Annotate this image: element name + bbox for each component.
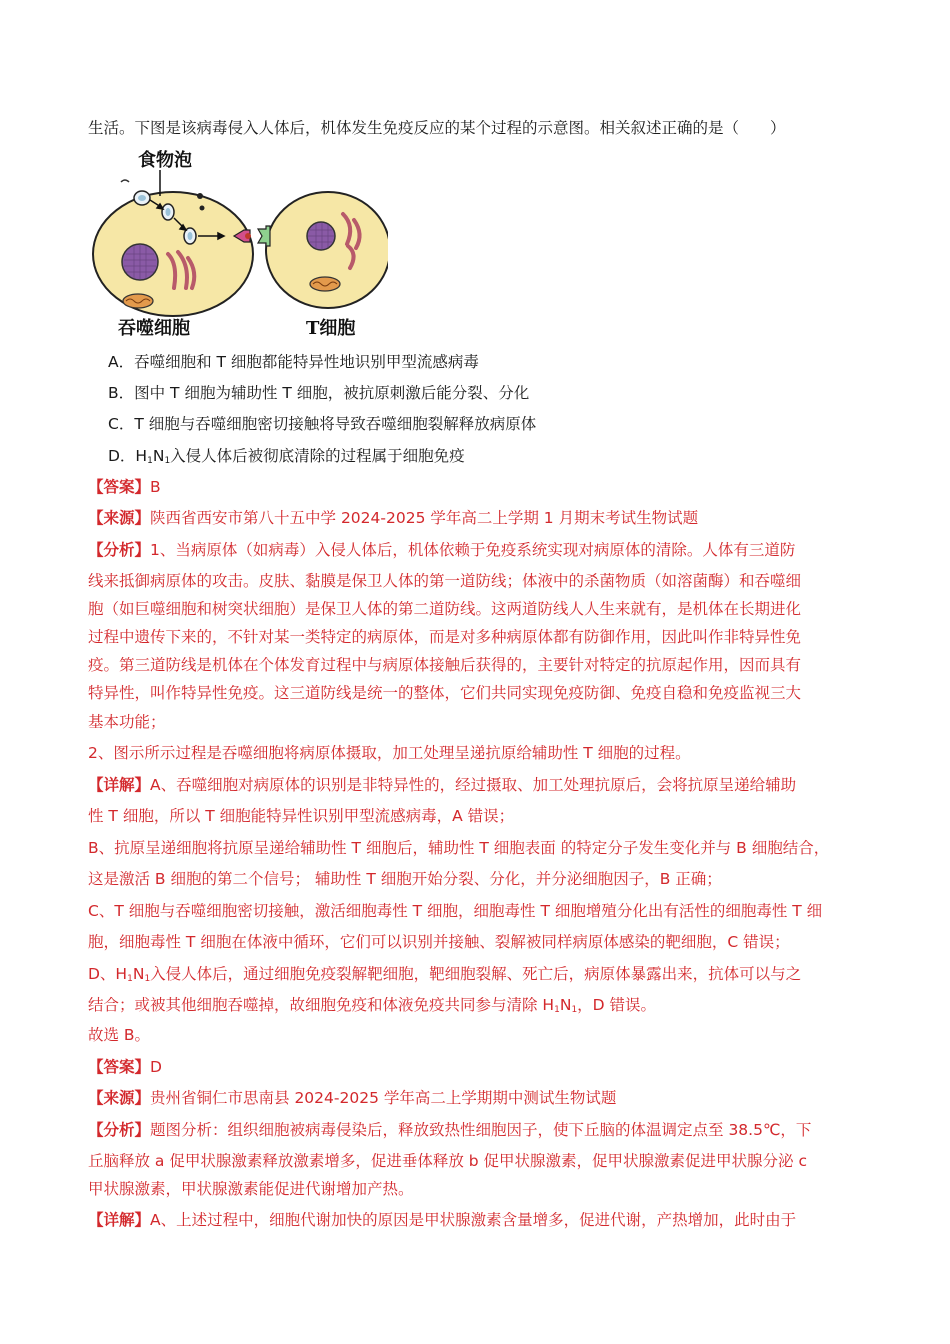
option-d: D．$H_1N_1$入侵人体后被彻底清除的过程属于细胞免疫	[108, 447, 465, 466]
analysis-line: 胞（如巨噬细胞和树突状细胞）是保卫人体的第二道防线。这两道防线人人生来就有，是机体在长期进化	[88, 600, 802, 618]
source-line-2: 【来源】贵州省铜仁市思南县 2024-2025 学年高二上学期期中测试生物试题	[88, 1089, 617, 1107]
source-line-1: 【来源】陕西省西安市第八十五中学 2024-2025 学年高二上学期 1 月期末考试生物试题	[88, 509, 699, 527]
analysis-line: 2、图示所示过程是吞噬细胞将病原体摄取，加工处理呈递抗原给辅助性 T 细胞的过程。	[88, 744, 691, 762]
analysis-line-2: 甲状腺激素，甲状腺激素能促进代谢增加产热。	[88, 1180, 414, 1198]
analysis-line: 特异性，叫作特异性免疫。这三道防线是统一的整体，它们共同实现免疫防御、免疫自稳和免疫监视三大	[88, 684, 802, 702]
detail-line: 性 T 细胞，所以 T 细胞能特异性识别甲型流感病毒，A 错误；	[88, 807, 515, 825]
label-t-cell: T细胞	[306, 318, 356, 339]
answer-line-1: 【答案】B	[88, 478, 161, 496]
analysis-line-2: 丘脑释放 a 促甲状腺激素释放激素增多，促进垂体释放 b 促甲状腺激素，促甲状腺激素促进甲状腺分泌 c	[88, 1152, 807, 1170]
option-a: A．吞噬细胞和 T 细胞都能特异性地识别甲型流感病毒	[108, 353, 479, 371]
detail-line: 胞，细胞毒性 T 细胞在体液中循环，它们可以识别并接触、裂解被同样病原体感染的靶细胞，C 错误；	[88, 933, 790, 951]
answer-line-2: 【答案】D	[88, 1058, 162, 1076]
detail-line: 这是激活 B 细胞的第二个信号； 辅助性 T 细胞开始分裂、分化，并分泌细胞因子，B 正确；	[88, 870, 722, 888]
tcr-receptor	[258, 226, 270, 246]
analysis-line: 【分析】1、当病原体（如病毒）入侵人体后，机体依赖于免疫系统实现对病原体的清除。人体有三道防	[88, 541, 796, 559]
figure-drawing	[88, 150, 388, 338]
conclusion-line: 故选 B。	[88, 1026, 151, 1044]
detail-line: B、抗原呈递细胞将抗原呈递给辅助性 T 细胞后，辅助性 T 细胞表面 的特定分子发生变化并与 B 细胞结合，	[88, 839, 830, 857]
immune-process-figure	[88, 150, 388, 338]
analysis-line-2: 【分析】题图分析：组织细胞被病毒侵染后，释放致热性细胞因子，使下丘脑的体温调定点至 38.5℃，下	[88, 1121, 812, 1139]
detail-line-2: 【详解】A、上述过程中，细胞代谢加快的原因是甲状腺激素含量增多，促进代谢，产热增加，此时由于	[88, 1211, 797, 1229]
mitochondrion	[123, 294, 153, 308]
detail-line: C、T 细胞与吞噬细胞密切接触，激活细胞毒性 T 细胞，细胞毒性 T 细胞增殖分化出有活性的细胞毒性 T 细	[88, 902, 823, 920]
detail-line: D、$H_1N_1$入侵人体后，通过细胞免疫裂解靶细胞，靶细胞裂解、死亡后，病原体暴露出来，抗体可以与之	[88, 965, 802, 984]
label-macrophage: 吞噬细胞	[118, 318, 190, 339]
label-food-vacuole: 食物泡	[138, 150, 192, 171]
question-intro: 生活。下图是该病毒侵入人体后，机体发生免疫反应的某个过程的示意图。相关叙述正确的是（ ）	[88, 119, 786, 137]
option-c: C．T 细胞与吞噬细胞密切接触将导致吞噬细胞裂解释放病原体	[108, 415, 537, 433]
analysis-line: 过程中遗传下来的，不针对某一类特定的病原体，而是对多种病原体都有防御作用，因此叫作非特异性免	[88, 628, 802, 646]
analysis-line: 疫。第三道防线是机体在个体发育过程中与病原体接触后获得的，主要针对特定的抗原起作用，因而具有	[88, 656, 802, 674]
pathogen	[121, 180, 129, 182]
analysis-line: 线来抵御病原体的攻击。皮肤、黏膜是保卫人体的第一道防线；体液中的杀菌物质（如溶菌酶）和吞噬细	[88, 572, 802, 590]
detail-line: 结合；或被其他细胞吞噬掉，故细胞免疫和体液免疫共同参与清除 $H_1N_1$，D 错误。	[88, 996, 657, 1015]
analysis-line: 基本功能；	[88, 713, 166, 731]
option-b: B．图中 T 细胞为辅助性 T 细胞，被抗原刺激后能分裂、分化	[108, 384, 530, 402]
detail-line: 【详解】A、吞噬细胞对病原体的识别是非特异性的，经过摄取、加工处理抗原后，会将抗原呈递给辅助	[88, 776, 797, 794]
mitochondrion	[310, 277, 340, 291]
